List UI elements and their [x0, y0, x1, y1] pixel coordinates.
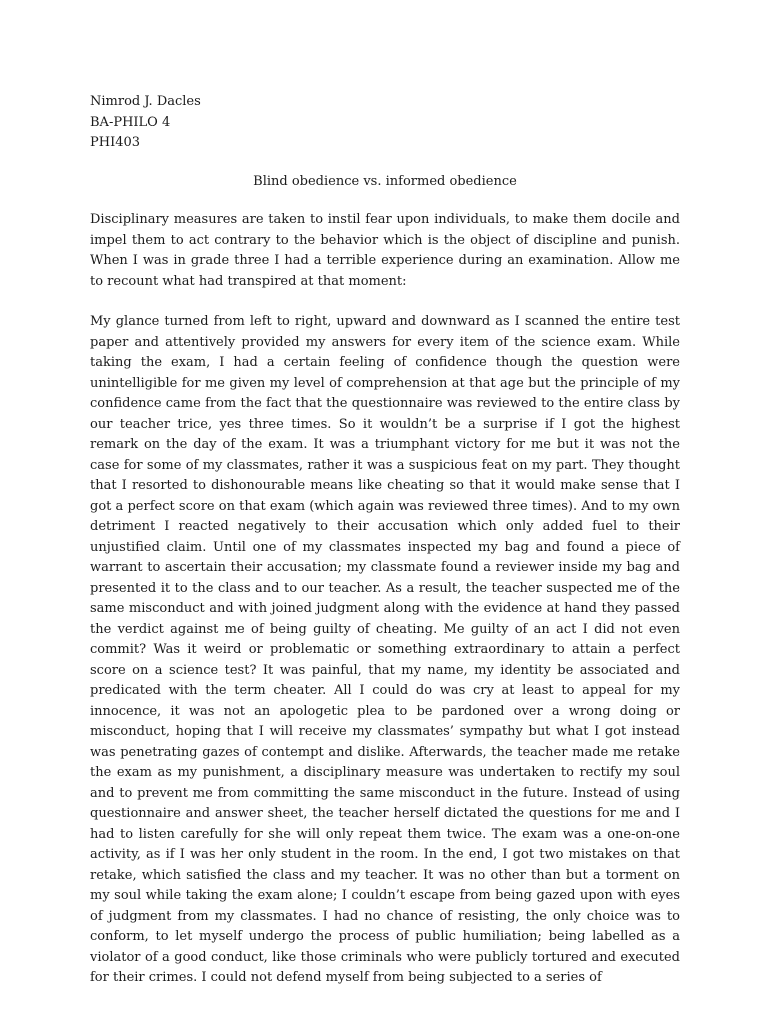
document-title: Blind obedience vs. informed obedience [253, 173, 517, 189]
body-paragraph-intro: Disciplinary measures are taken to instil fear upon individuals, to make them docile and impel them to act contrary to the behavior which is the object of discipline and punish. When I was in grade three I had a terrible experience during an examination. Allow me to recount what had transpired at that moment: [90, 212, 680, 289]
body-paragraph-narrative: My glance turned from left to right, upward and downward as I scanned the entire test paper and attentively provided my answers for every item of the science exam. While taking the exam, I had a certain feeling of confidence though the question were unintelligible for me given my level of comprehension at that age but the principle of my confidence came from the fact that the questionnaire was reviewed to the entire class by our teacher trice, yes three times. So it wouldn’t be a surprise if I got the highest remark on the day of the exam. It was a triumphant victory for me but it was not the case for some of my classmates, rather it was a suspicious feat on my part. They thought that I resorted to dishonourable means like cheating so that it would make sense that I got a perfect score on that exam (which again was reviewed three times). And to my own detriment I reacted negatively to their accusation which only added fuel to their unjustified claim. Until one of my classmates inspected my bag and found a piece of warrant to ascertain their accusation; my classmate found a reviewer inside my bag and presented it to the class and to our teacher. As a result, the teacher suspected me of the same misconduct and with joined judgment along with the evidence at hand they passed the verdict against me of being guilty of cheating. Me guilty of an act I did not even commit? Was it weird or problematic or something extraordinary to attain a perfect score on a science test? It was painful, that my name, my identity be associated and predicated with the term cheater. All I could do was cry at least to appeal for my innocence, it was not an apologetic plea to be pardoned over a wrong doing or misconduct, hoping that I will receive my classmates’ sympathy but what I got instead was penetrating gazes of contempt and dislike. Afterwards, the teacher made me retake the exam as my punishment, a disciplinary measure was undertaken to rectify my soul and to prevent me from committing the same misconduct in the future. Instead of using questionnaire and answer sheet, the teacher herself dictated the questions for me and I had to listen carefully for she will only repeat them twice. The exam was a one-on-one activity, as if I was her only student in the room. In the end, I got two mistakes on that retake, which satisfied the class and my teacher. It was no other than but a torment on my soul while taking the exam alone; I couldn’t escape from being gazed upon with eyes of judgment from my classmates. I had no chance of resisting, the only choice was to conform, to let myself undergo the process of public humiliation; being labelled as a violator of a good conduct, like those criminals who were publicly tortured and executed for their crimes. I could not defend myself from being subjected to a series of [90, 314, 680, 985]
document-header [90, 92, 680, 154]
document-page [90, 92, 680, 1009]
program-name: BA-PHILO 4 [90, 114, 171, 130]
course-code: PHI403 [90, 135, 141, 150]
author-name: Nimrod J. Dacles [90, 94, 201, 109]
